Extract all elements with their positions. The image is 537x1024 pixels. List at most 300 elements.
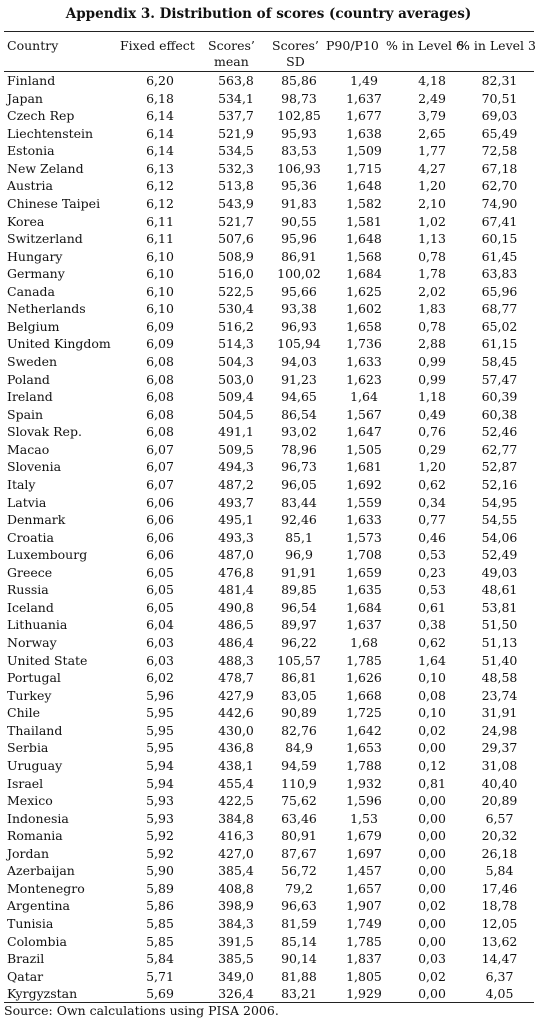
cell-scores-sd: 95,36: [281, 178, 317, 194]
table-row: [4, 652, 534, 670]
cell-country: Estonia: [7, 143, 55, 159]
cell-fixed-effect: 6,07: [146, 459, 174, 475]
cell-level3: 54,06: [481, 529, 518, 545]
cell-fixed-effect: 6,03: [146, 635, 174, 650]
cell-level6: 2,02: [418, 283, 446, 299]
table-row: [4, 353, 534, 371]
table-row: [4, 318, 534, 336]
cell-fixed-effect: 6,04: [146, 617, 174, 633]
header-scores-sd: [272, 38, 319, 70]
cell-scores-sd: 105,57: [277, 652, 321, 668]
cell-fixed-effect: 6,08: [146, 424, 174, 440]
cell-fixed-effect: 5,96: [146, 687, 174, 703]
cell-scores-sd: 85,14: [281, 933, 317, 949]
cell-country: Macao: [7, 441, 50, 457]
cell-level3: 52,49: [481, 547, 518, 563]
cell-scores-sd: 92,46: [281, 512, 317, 528]
table-row: [4, 739, 534, 757]
cell-country: New Zeland: [7, 160, 84, 176]
cell-scores-sd: 110,9: [281, 775, 317, 791]
cell-level6: 2,88: [418, 336, 446, 352]
cell-fixed-effect: 5,89: [146, 880, 174, 896]
cell-scores-sd: 102,85: [277, 108, 321, 124]
cell-p90-p10: 1,785: [346, 933, 382, 949]
cell-level6: 0,46: [418, 529, 446, 545]
cell-fixed-effect: 5,71: [146, 968, 174, 984]
cell-fixed-effect: 6,05: [146, 564, 174, 580]
cell-country: Kyrgyzstan: [7, 986, 78, 1002]
cell-level3: 51,50: [481, 617, 518, 633]
cell-country: Netherlands: [7, 301, 86, 317]
cell-level3: 5,84: [485, 863, 514, 879]
cell-p90-p10: 1,725: [346, 705, 382, 721]
header-level6: % in Level 6: [386, 38, 464, 53]
cell-scores-mean: 534,1: [218, 90, 254, 106]
table-row: [4, 968, 534, 986]
cell-p90-p10: 1,638: [346, 125, 382, 141]
table-row: [4, 142, 534, 160]
cell-level3: 65,96: [481, 283, 518, 299]
cell-p90-p10: 1,692: [346, 476, 382, 492]
cell-scores-sd: 86,54: [281, 406, 317, 422]
cell-fixed-effect: 6,08: [146, 371, 174, 387]
cell-p90-p10: 1,697: [346, 845, 382, 861]
cell-level6: 0,00: [418, 986, 446, 1002]
cell-country: Iceland: [7, 599, 54, 615]
cell-fixed-effect: 5,69: [146, 986, 174, 1002]
table-row: [4, 458, 534, 476]
cell-scores-mean: 478,7: [218, 670, 254, 686]
cell-scores-mean: 530,4: [218, 301, 254, 317]
cell-level3: 54,55: [481, 512, 518, 528]
cell-p90-p10: 1,907: [346, 898, 382, 914]
table-row: [4, 827, 534, 845]
cell-level6: 1,77: [418, 143, 446, 159]
cell-scores-mean: 416,3: [218, 828, 254, 844]
cell-p90-p10: 1,659: [346, 564, 382, 580]
cell-p90-p10: 1,684: [346, 266, 382, 282]
cell-level3: 72,58: [481, 143, 518, 159]
table-row: [4, 388, 534, 406]
cell-country: Belgium: [7, 318, 60, 334]
table-row: [4, 406, 534, 424]
cell-level6: 0,61: [418, 599, 446, 615]
cell-scores-mean: 442,6: [218, 705, 254, 721]
cell-level3: 62,77: [481, 441, 518, 457]
cell-level6: 0,34: [418, 494, 446, 510]
cell-level6: 1,18: [418, 389, 446, 405]
cell-fixed-effect: 5,95: [146, 722, 174, 738]
cell-level3: 24,98: [481, 722, 518, 738]
cell-p90-p10: 1,509: [346, 143, 382, 159]
cell-scores-sd: 95,93: [281, 125, 317, 141]
cell-fixed-effect: 6,09: [146, 318, 174, 334]
cell-level6: 1,20: [418, 178, 446, 194]
cell-p90-p10: 1,505: [346, 441, 382, 457]
cell-level3: 23,74: [481, 687, 518, 703]
cell-p90-p10: 1,785: [346, 652, 382, 668]
cell-level3: 51,40: [481, 652, 518, 668]
cell-level3: 29,37: [481, 740, 518, 756]
cell-scores-mean: 349,0: [218, 968, 254, 984]
cell-p90-p10: 1,623: [346, 371, 382, 387]
cell-level3: 70,51: [481, 90, 518, 106]
cell-scores-mean: 534,5: [218, 143, 254, 159]
cell-level6: 0,77: [418, 512, 446, 528]
table-row: [4, 687, 534, 705]
cell-scores-mean: 509,4: [218, 389, 254, 405]
cell-p90-p10: 1,581: [346, 213, 382, 229]
cell-country: Hungary: [7, 248, 63, 264]
cell-scores-mean: 384,3: [218, 916, 254, 931]
cell-fixed-effect: 5,95: [146, 705, 174, 721]
cell-p90-p10: 1,635: [346, 582, 382, 598]
cell-level6: 0,99: [418, 371, 446, 387]
cell-fixed-effect: 6,10: [146, 283, 174, 299]
table-row: [4, 775, 534, 793]
cell-country: Czech Rep: [7, 108, 75, 124]
cell-level6: 0,00: [418, 793, 446, 809]
cell-country: Romania: [7, 828, 63, 844]
cell-country: Canada: [7, 283, 55, 299]
cell-scores-mean: 398,9: [218, 898, 254, 914]
cell-scores-mean: 495,1: [218, 512, 254, 528]
table-row: [4, 880, 534, 898]
cell-country: Norway: [7, 635, 57, 650]
scores-table: [4, 72, 534, 1003]
cell-scores-sd: 106,93: [277, 160, 321, 176]
cell-scores-mean: 493,3: [218, 529, 254, 545]
cell-country: Argentina: [7, 898, 70, 914]
cell-level6: 0,00: [418, 916, 446, 931]
cell-level6: 0,62: [418, 635, 446, 650]
cell-scores-mean: 513,8: [218, 178, 254, 194]
cell-scores-mean: 486,5: [218, 617, 254, 633]
cell-level6: 0,02: [418, 968, 446, 984]
cell-level3: 54,95: [481, 494, 518, 510]
cell-fixed-effect: 6,12: [146, 195, 174, 211]
cell-country: Thailand: [7, 722, 63, 738]
cell-level3: 61,45: [481, 248, 518, 264]
table-row: [4, 529, 534, 547]
cell-country: Uruguay: [7, 757, 63, 773]
cell-level6: 2,49: [418, 90, 446, 106]
table-row: [4, 90, 534, 108]
cell-fixed-effect: 6,10: [146, 301, 174, 317]
cell-level3: 20,89: [481, 793, 518, 809]
table-row: [4, 616, 534, 634]
cell-level3: 65,49: [481, 125, 518, 141]
cell-level3: 53,81: [481, 599, 518, 615]
cell-p90-p10: 1,637: [346, 617, 382, 633]
table-row: [4, 335, 534, 353]
cell-scores-sd: 105,94: [277, 336, 321, 352]
cell-p90-p10: 1,715: [346, 160, 382, 176]
cell-level6: 0,00: [418, 863, 446, 879]
table-row: [4, 845, 534, 863]
cell-level3: 31,08: [481, 757, 518, 773]
cell-level3: 52,87: [481, 459, 518, 475]
cell-p90-p10: 1,68: [350, 635, 378, 650]
cell-level3: 60,15: [481, 231, 518, 247]
cell-country: Brazil: [7, 951, 45, 967]
cell-p90-p10: 1,684: [346, 599, 382, 615]
cell-p90-p10: 1,668: [346, 687, 382, 703]
cell-scores-sd: 94,03: [281, 354, 317, 369]
table-row: [4, 757, 534, 775]
table-row: [4, 792, 534, 810]
cell-scores-mean: 490,8: [218, 599, 254, 615]
cell-fixed-effect: 6,18: [146, 90, 174, 106]
cell-scores-mean: 486,4: [218, 635, 254, 650]
cell-country: Indonesia: [7, 810, 69, 826]
cell-fixed-effect: 6,05: [146, 582, 174, 598]
cell-country: Spain: [7, 406, 44, 422]
cell-level3: 6,57: [485, 810, 514, 826]
header-scores-sd-line2: SD: [286, 54, 305, 69]
cell-level3: 52,46: [481, 424, 518, 440]
cell-fixed-effect: 5,92: [146, 828, 174, 844]
table-row: [4, 476, 534, 494]
cell-fixed-effect: 6,14: [146, 108, 174, 124]
cell-level3: 12,05: [481, 916, 518, 931]
cell-level3: 69,03: [481, 108, 518, 124]
header-country: Country: [7, 38, 59, 53]
cell-p90-p10: 1,653: [346, 740, 382, 756]
cell-p90-p10: 1,642: [346, 722, 382, 738]
appendix-title: Appendix 3. Distribution of scores (country averages): [65, 6, 472, 22]
cell-scores-mean: 476,8: [218, 564, 254, 580]
cell-scores-sd: 91,23: [281, 371, 317, 387]
cell-level6: 1,78: [418, 266, 446, 282]
cell-country: Liechtenstein: [7, 125, 94, 141]
cell-scores-sd: 83,53: [281, 143, 317, 159]
cell-level3: 6,37: [485, 968, 514, 984]
cell-level3: 48,61: [481, 582, 518, 598]
table-row: [4, 371, 534, 389]
cell-country: Tunisia: [7, 916, 54, 931]
cell-level3: 82,31: [481, 73, 518, 88]
cell-scores-sd: 85,86: [281, 73, 317, 88]
cell-fixed-effect: 6,07: [146, 476, 174, 492]
cell-fixed-effect: 6,14: [146, 125, 174, 141]
cell-fixed-effect: 6,10: [146, 266, 174, 282]
cell-scores-mean: 391,5: [218, 933, 254, 949]
cell-p90-p10: 1,708: [346, 547, 382, 563]
cell-level6: 0,02: [418, 898, 446, 914]
header-scores-sd-line1: Scores’: [272, 38, 319, 53]
cell-scores-mean: 326,4: [218, 986, 254, 1002]
cell-level6: 0,38: [418, 617, 446, 633]
cell-fixed-effect: 5,92: [146, 845, 174, 861]
cell-scores-mean: 487,2: [218, 476, 254, 492]
table-row: [4, 423, 534, 441]
cell-country: Poland: [7, 371, 50, 387]
cell-scores-mean: 508,9: [218, 248, 254, 264]
cell-level6: 0,02: [418, 722, 446, 738]
cell-scores-mean: 507,6: [218, 231, 254, 247]
cell-level3: 49,03: [481, 564, 518, 580]
cell-scores-mean: 491,1: [218, 424, 254, 440]
cell-fixed-effect: 5,95: [146, 740, 174, 756]
table-row: [4, 494, 534, 512]
cell-level6: 0,76: [418, 424, 446, 440]
table-row: [4, 248, 534, 266]
cell-country: Luxembourg: [7, 547, 88, 563]
cell-scores-mean: 494,3: [218, 459, 254, 475]
cell-level6: 1,83: [418, 301, 446, 317]
cell-scores-sd: 96,05: [281, 476, 317, 492]
cell-country: Slovak Rep.: [7, 424, 82, 440]
cell-p90-p10: 1,932: [346, 775, 382, 791]
cell-scores-mean: 521,7: [218, 213, 254, 229]
cell-level3: 48,58: [481, 670, 518, 686]
source-note: Source: Own calculations using PISA 2006.: [4, 1003, 279, 1018]
cell-scores-sd: 81,59: [281, 916, 317, 931]
cell-country: Chinese Taipei: [7, 195, 101, 211]
table-row: [4, 230, 534, 248]
cell-p90-p10: 1,681: [346, 459, 382, 475]
table-row: [4, 265, 534, 283]
cell-scores-sd: 80,91: [281, 828, 317, 844]
cell-fixed-effect: 6,09: [146, 336, 174, 352]
cell-scores-sd: 56,72: [281, 863, 317, 879]
cell-level3: 65,02: [481, 318, 518, 334]
cell-p90-p10: 1,568: [346, 248, 382, 264]
cell-scores-sd: 86,81: [281, 670, 317, 686]
cell-country: Switzerland: [7, 231, 83, 247]
cell-scores-sd: 83,21: [281, 986, 317, 1002]
cell-country: Jordan: [7, 845, 50, 861]
cell-scores-mean: 509,5: [218, 441, 254, 457]
cell-scores-mean: 427,0: [218, 845, 254, 861]
cell-scores-mean: 436,8: [218, 740, 254, 756]
cell-scores-sd: 96,9: [285, 547, 313, 563]
table-row: [4, 441, 534, 459]
cell-p90-p10: 1,929: [346, 986, 382, 1002]
table-row: [4, 722, 534, 740]
cell-fixed-effect: 5,85: [146, 933, 174, 949]
cell-level3: 62,70: [481, 178, 518, 194]
cell-fixed-effect: 6,12: [146, 178, 174, 194]
cell-country: Italy: [7, 476, 36, 492]
cell-level3: 68,77: [481, 301, 518, 317]
cell-scores-mean: 514,3: [218, 336, 254, 352]
cell-level3: 58,45: [481, 354, 518, 369]
scores-table-body: [4, 72, 534, 1003]
cell-country: Japan: [7, 90, 43, 106]
cell-p90-p10: 1,637: [346, 90, 382, 106]
cell-level6: 0,99: [418, 354, 446, 369]
cell-scores-mean: 481,4: [218, 582, 254, 598]
cell-country: Colombia: [7, 933, 67, 949]
cell-level6: 0,62: [418, 476, 446, 492]
cell-country: Qatar: [7, 968, 44, 984]
cell-level3: 67,41: [481, 213, 518, 229]
cell-scores-sd: 96,63: [281, 898, 317, 914]
cell-p90-p10: 1,567: [346, 406, 382, 422]
cell-fixed-effect: 5,84: [146, 951, 174, 967]
cell-scores-mean: 521,9: [218, 125, 254, 141]
cell-country: Slovenia: [7, 459, 62, 475]
cell-p90-p10: 1,633: [346, 354, 382, 369]
table-row: [4, 283, 534, 301]
cell-scores-mean: 522,5: [218, 283, 254, 299]
cell-level3: 61,15: [481, 336, 518, 352]
cell-scores-mean: 563,8: [218, 73, 254, 88]
cell-p90-p10: 1,805: [346, 968, 382, 984]
table-row: [4, 125, 534, 143]
cell-scores-sd: 85,1: [285, 529, 313, 545]
cell-scores-sd: 82,76: [281, 722, 317, 738]
cell-fixed-effect: 6,20: [146, 73, 174, 88]
cell-scores-sd: 75,62: [281, 793, 317, 809]
cell-p90-p10: 1,837: [346, 951, 382, 967]
table-row: [4, 177, 534, 195]
cell-country: Lithuania: [7, 617, 68, 633]
header-level3: % in Level 3: [458, 38, 536, 53]
table-row: [4, 862, 534, 880]
cell-country: Chile: [7, 705, 41, 721]
cell-country: Montenegro: [7, 880, 85, 896]
cell-level3: 20,32: [481, 828, 518, 844]
table-row: [4, 581, 534, 599]
cell-level6: 0,00: [418, 740, 446, 756]
cell-scores-sd: 98,73: [281, 90, 317, 106]
cell-country: Sweden: [7, 354, 58, 369]
cell-country: Mexico: [7, 793, 53, 809]
cell-p90-p10: 1,582: [346, 195, 382, 211]
cell-p90-p10: 1,648: [346, 178, 382, 194]
cell-level6: 1,20: [418, 459, 446, 475]
cell-scores-sd: 95,96: [281, 231, 317, 247]
cell-scores-mean: 532,3: [218, 160, 254, 176]
cell-level3: 18,78: [481, 898, 518, 914]
cell-level6: 2,65: [418, 125, 446, 141]
cell-p90-p10: 1,788: [346, 757, 382, 773]
cell-fixed-effect: 6,08: [146, 406, 174, 422]
cell-p90-p10: 1,49: [350, 73, 378, 88]
cell-level3: 17,46: [481, 880, 518, 896]
cell-p90-p10: 1,457: [346, 863, 382, 879]
cell-p90-p10: 1,736: [346, 336, 382, 352]
cell-country: Croatia: [7, 529, 54, 545]
cell-p90-p10: 1,625: [346, 283, 382, 299]
cell-scores-sd: 96,54: [281, 599, 317, 615]
cell-scores-sd: 91,83: [281, 195, 317, 211]
cell-country: Austria: [7, 178, 53, 194]
cell-level6: 0,00: [418, 933, 446, 949]
cell-fixed-effect: 6,11: [146, 213, 174, 229]
cell-scores-sd: 90,55: [281, 213, 317, 229]
table-row: [4, 546, 534, 564]
cell-scores-sd: 83,05: [281, 687, 317, 703]
table-row: [4, 599, 534, 617]
cell-level6: 0,53: [418, 547, 446, 563]
cell-fixed-effect: 5,90: [146, 863, 174, 879]
header-fixed-effect: Fixed effect: [120, 38, 195, 53]
cell-scores-sd: 96,93: [281, 318, 317, 334]
cell-country: United Kingdom: [7, 336, 111, 352]
cell-scores-mean: 488,3: [218, 652, 254, 668]
cell-p90-p10: 1,64: [350, 389, 378, 405]
cell-level6: 0,53: [418, 582, 446, 598]
cell-fixed-effect: 6,07: [146, 441, 174, 457]
cell-scores-mean: 504,5: [218, 406, 254, 422]
cell-country: United State: [7, 652, 88, 668]
table-row: [4, 810, 534, 828]
table-row: [4, 72, 534, 90]
